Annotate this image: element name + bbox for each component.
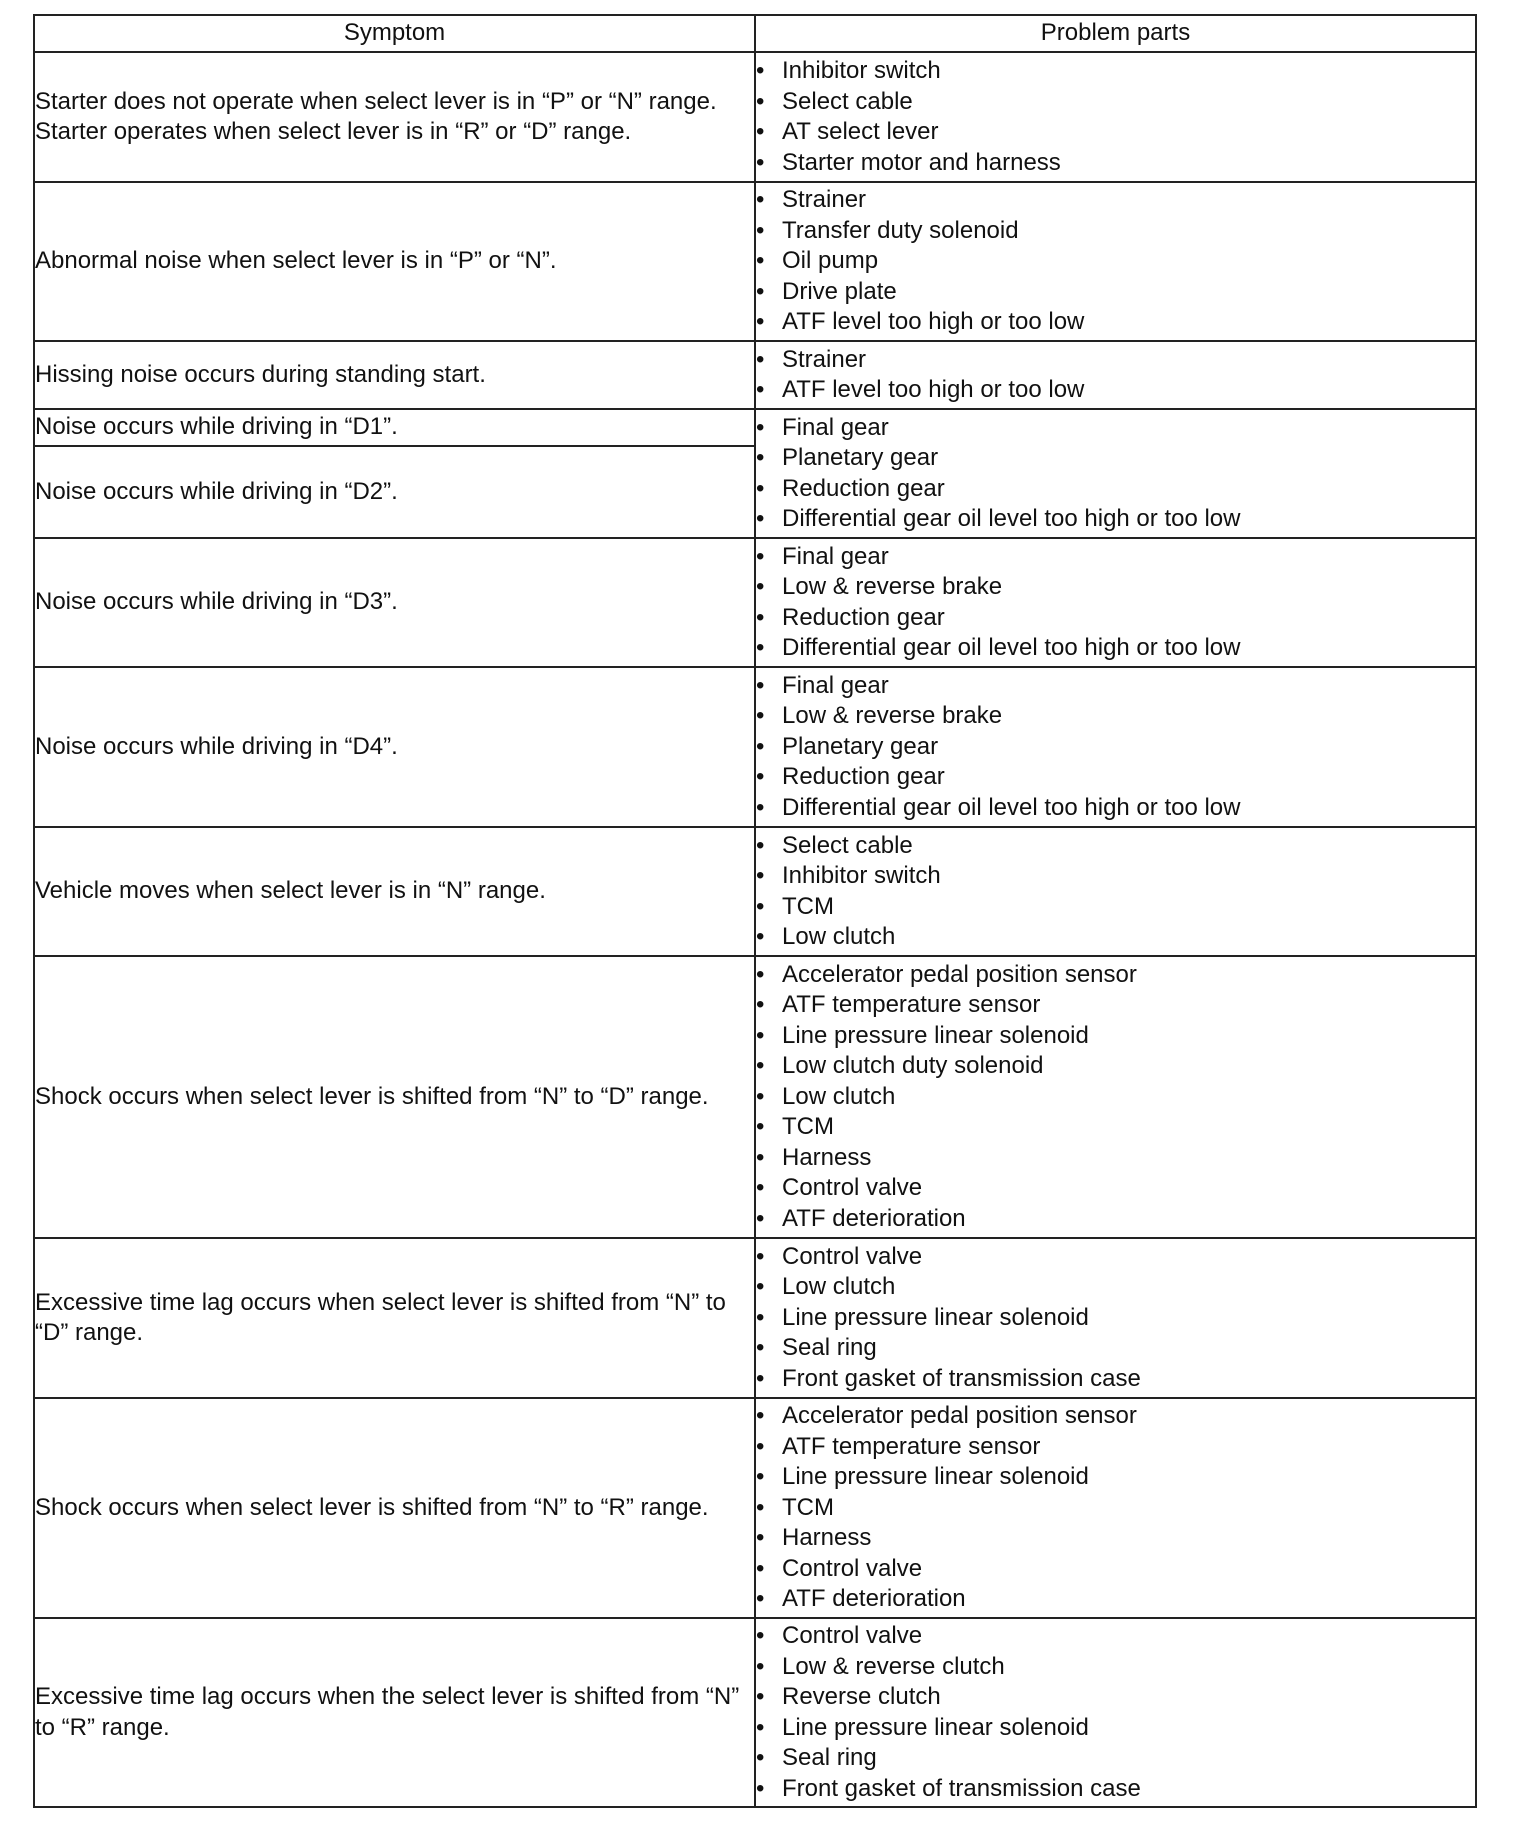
list-item: • Starter motor and harness	[756, 148, 1475, 179]
parts-list	[756, 185, 1475, 338]
symptom-cell: Noise occurs while driving in “D2”.	[34, 446, 755, 538]
list-item: • Line pressure linear solenoid	[756, 1303, 1475, 1334]
list-item: • Low clutch	[756, 1272, 1475, 1303]
parts-cell	[755, 1618, 1476, 1807]
parts-list	[756, 831, 1475, 953]
list-item: • ATF deterioration	[756, 1204, 1475, 1235]
list-item: • TCM	[756, 892, 1475, 923]
parts-list	[756, 671, 1475, 824]
list-item: • Reduction gear	[756, 762, 1475, 793]
list-item: • ATF deterioration	[756, 1584, 1475, 1615]
list-item: • Seal ring	[756, 1743, 1475, 1774]
list-item: • ATF temperature sensor	[756, 1432, 1475, 1463]
table-row	[34, 1238, 1476, 1398]
list-item: • Harness	[756, 1143, 1475, 1174]
list-item: • Final gear	[756, 671, 1475, 702]
symptom-cell: Noise occurs while driving in “D1”.	[34, 409, 755, 446]
list-item: • Low & reverse brake	[756, 572, 1475, 603]
list-item: • Strainer	[756, 185, 1475, 216]
parts-cell	[755, 1238, 1476, 1398]
parts-list	[756, 1401, 1475, 1615]
list-item: • Low & reverse clutch	[756, 1652, 1475, 1683]
list-item: • TCM	[756, 1112, 1475, 1143]
list-item: • Differential gear oil level too high or too low	[756, 793, 1475, 824]
parts-cell	[755, 1398, 1476, 1618]
list-item: • Planetary gear	[756, 732, 1475, 763]
parts-cell	[755, 52, 1476, 182]
symptom-cell: Noise occurs while driving in “D4”.	[34, 667, 755, 827]
table-row	[34, 956, 1476, 1238]
list-item: • Select cable	[756, 87, 1475, 118]
list-item: • Drive plate	[756, 277, 1475, 308]
parts-cell	[755, 409, 1476, 538]
list-item: • Reduction gear	[756, 603, 1475, 634]
header-symptom: Symptom	[34, 15, 755, 52]
list-item: • Accelerator pedal position sensor	[756, 960, 1475, 991]
parts-list	[756, 960, 1475, 1235]
symptom-cell: Noise occurs while driving in “D3”.	[34, 538, 755, 667]
list-item: • Control valve	[756, 1242, 1475, 1273]
symptom-cell: Shock occurs when select lever is shifted from “N” to “R” range.	[34, 1398, 755, 1618]
symptom-cell: Hissing noise occurs during standing start.	[34, 341, 755, 409]
parts-cell	[755, 956, 1476, 1238]
list-item: • Final gear	[756, 542, 1475, 573]
table-row	[34, 1398, 1476, 1618]
list-item: • Low clutch	[756, 1082, 1475, 1113]
list-item: • Reduction gear	[756, 474, 1475, 505]
list-item: • Differential gear oil level too high or too low	[756, 504, 1475, 535]
table-row	[34, 827, 1476, 956]
parts-list	[756, 56, 1475, 178]
list-item: • Line pressure linear solenoid	[756, 1021, 1475, 1052]
symptom-cell: Abnormal noise when select lever is in “P” or “N”.	[34, 182, 755, 341]
list-item: • Inhibitor switch	[756, 56, 1475, 87]
table-row	[34, 409, 1476, 446]
list-item: • Line pressure linear solenoid	[756, 1462, 1475, 1493]
list-item: • Seal ring	[756, 1333, 1475, 1364]
parts-list	[756, 1242, 1475, 1395]
table-row	[34, 341, 1476, 409]
list-item: • ATF level too high or too low	[756, 307, 1475, 338]
table-row	[34, 667, 1476, 827]
list-item: • Front gasket of transmission case	[756, 1364, 1475, 1395]
parts-cell	[755, 538, 1476, 667]
symptom-table	[33, 14, 1477, 1808]
symptom-cell: Excessive time lag occurs when the select lever is shifted from “N” to “R” range.	[34, 1618, 755, 1807]
list-item: • Transfer duty solenoid	[756, 216, 1475, 247]
symptom-cell: Starter does not operate when select lever is in “P” or “N” range. Starter operates when select lever is in “R” or “D” range.	[34, 52, 755, 182]
list-item: • Harness	[756, 1523, 1475, 1554]
list-item: • Select cable	[756, 831, 1475, 862]
table-row	[34, 182, 1476, 341]
parts-list	[756, 1621, 1475, 1804]
list-item: • Differential gear oil level too high or too low	[756, 633, 1475, 664]
symptom-cell: Shock occurs when select lever is shifted from “N” to “D” range.	[34, 956, 755, 1238]
parts-cell	[755, 827, 1476, 956]
list-item: • AT select lever	[756, 117, 1475, 148]
symptom-cell: Vehicle moves when select lever is in “N” range.	[34, 827, 755, 956]
list-item: • Control valve	[756, 1621, 1475, 1652]
list-item: • Planetary gear	[756, 443, 1475, 474]
list-item: • Inhibitor switch	[756, 861, 1475, 892]
list-item: • Front gasket of transmission case	[756, 1774, 1475, 1805]
list-item: • Control valve	[756, 1554, 1475, 1585]
table-row	[34, 538, 1476, 667]
list-item: • Low clutch duty solenoid	[756, 1051, 1475, 1082]
list-item: • ATF level too high or too low	[756, 375, 1475, 406]
table-header-row	[34, 15, 1476, 52]
table-row	[34, 52, 1476, 182]
header-problem-parts: Problem parts	[755, 15, 1476, 52]
table-row	[34, 1618, 1476, 1807]
list-item: • Line pressure linear solenoid	[756, 1713, 1475, 1744]
parts-cell	[755, 667, 1476, 827]
parts-list	[756, 542, 1475, 664]
list-item: • ATF temperature sensor	[756, 990, 1475, 1021]
parts-list	[756, 413, 1475, 535]
list-item: • Low clutch	[756, 922, 1475, 953]
parts-cell	[755, 341, 1476, 409]
list-item: • Oil pump	[756, 246, 1475, 277]
list-item: • TCM	[756, 1493, 1475, 1524]
list-item: • Accelerator pedal position sensor	[756, 1401, 1475, 1432]
list-item: • Reverse clutch	[756, 1682, 1475, 1713]
list-item: • Strainer	[756, 345, 1475, 376]
parts-list	[756, 345, 1475, 406]
parts-cell	[755, 182, 1476, 341]
symptom-cell: Excessive time lag occurs when select lever is shifted from “N” to “D” range.	[34, 1238, 755, 1398]
list-item: • Final gear	[756, 413, 1475, 444]
list-item: • Control valve	[756, 1173, 1475, 1204]
list-item: • Low & reverse brake	[756, 701, 1475, 732]
